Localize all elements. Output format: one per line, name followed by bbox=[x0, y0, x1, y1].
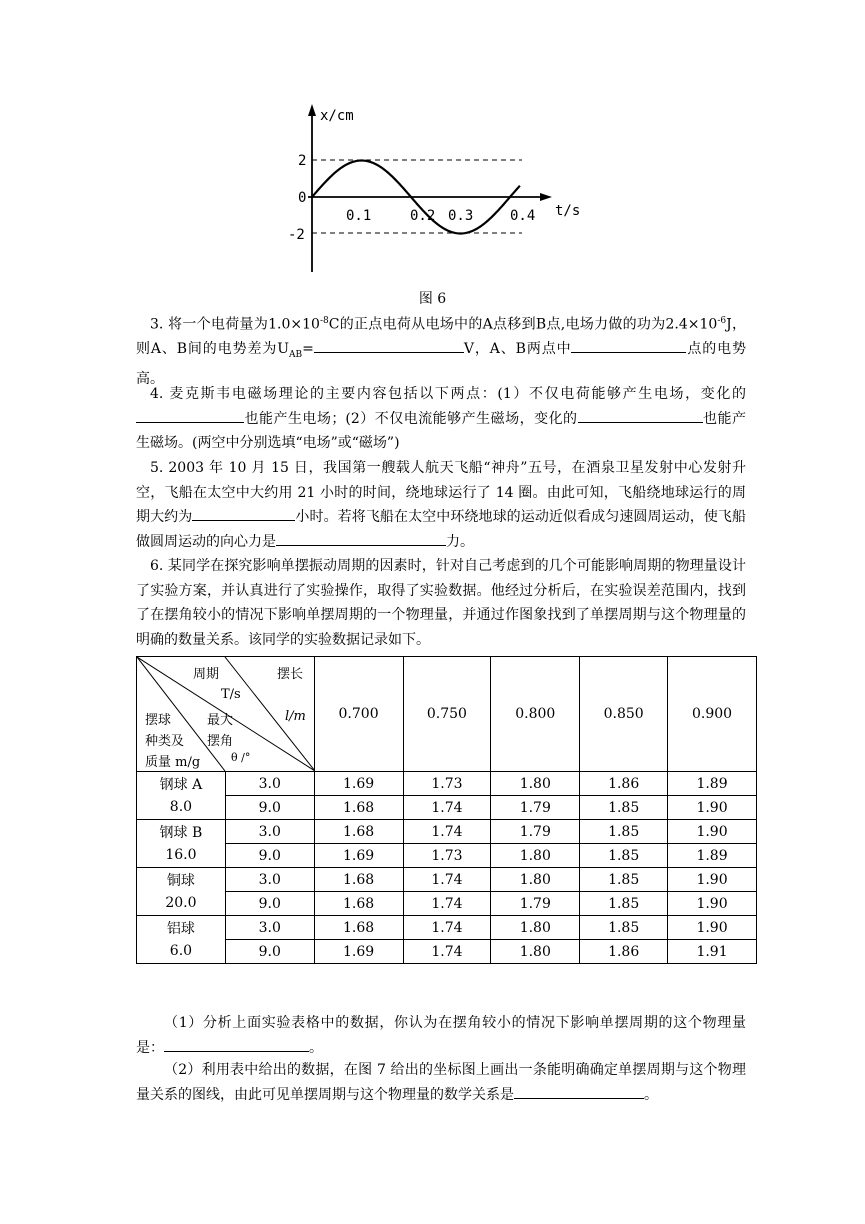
y-tick-0: 0 bbox=[298, 190, 307, 206]
q5-text-2: 小时。若将飞船在太空中环绕地球的运动近似看成匀速圆周运动，使飞船做圆周运动的向心力是 bbox=[136, 509, 747, 550]
period-cell: 1.90 bbox=[668, 916, 757, 940]
table-row bbox=[137, 868, 757, 892]
period-cell: 1.85 bbox=[580, 916, 668, 940]
figure-caption: 图 6 bbox=[418, 291, 447, 307]
period-cell: 1.90 bbox=[668, 820, 757, 844]
q4-text-3: 也能产生磁场。(两空中分别选填“电场”或“磁场”) bbox=[136, 410, 747, 451]
ball-name: 钢球 B bbox=[137, 820, 226, 844]
length-1: 0.750 bbox=[403, 657, 491, 772]
sub-question-2 bbox=[136, 1058, 746, 1107]
period-cell: 1.74 bbox=[403, 868, 491, 892]
ball-mass: 8.0 bbox=[137, 796, 226, 820]
angle-cell: 9.0 bbox=[225, 796, 314, 820]
hdr-kind: 种类及 bbox=[145, 734, 185, 749]
period-cell: 1.69 bbox=[314, 844, 403, 868]
question-4 bbox=[136, 382, 746, 456]
period-cell: 1.80 bbox=[491, 772, 580, 796]
period-cell: 1.68 bbox=[314, 820, 403, 844]
question-5 bbox=[136, 456, 746, 554]
q5-text-1: 5. 2003 年 10 月 15 日，我国第一艘载人航天飞船“神舟”五号，在酒泉卫星发射中心发射升空，飞船在太空中大约用 21 小时的时间，绕地球运行了 14 圈。由此可知，飞船绕地球运行的周期大约为 bbox=[136, 460, 746, 525]
x-axis-label: t/s bbox=[555, 203, 580, 219]
table-row bbox=[137, 916, 757, 940]
table-row bbox=[137, 772, 757, 796]
period-cell: 1.85 bbox=[580, 868, 668, 892]
period-cell: 1.80 bbox=[491, 868, 580, 892]
table-row bbox=[137, 844, 757, 868]
period-cell: 1.86 bbox=[580, 772, 668, 796]
hdr-angle: 摆角 bbox=[207, 734, 234, 749]
period-cell: 1.73 bbox=[403, 772, 491, 796]
angle-cell: 3.0 bbox=[225, 820, 314, 844]
hdr-mass: 质量 m/g bbox=[145, 755, 201, 770]
angle-cell: 9.0 bbox=[225, 844, 314, 868]
period-cell: 1.86 bbox=[580, 940, 668, 964]
ball-mass: 16.0 bbox=[137, 844, 226, 868]
q4-text-1: 4. 麦克斯韦电磁场理论的主要内容包括以下两点：(1）不仅电荷能够产生电场，变化的 bbox=[150, 386, 746, 402]
q3-text-3: J，则A、B间的电势差为U bbox=[136, 316, 747, 358]
period-cell: 1.80 bbox=[491, 940, 580, 964]
y-axis-arrow bbox=[308, 104, 316, 116]
q3-text-6: 点的电势高。 bbox=[136, 341, 746, 388]
ball-mass: 6.0 bbox=[137, 940, 226, 964]
hdr-lm: l/m bbox=[285, 709, 306, 724]
angle-cell: 9.0 bbox=[225, 892, 314, 916]
period-cell: 1.68 bbox=[314, 916, 403, 940]
x-tick-0.4: 0.4 bbox=[510, 208, 536, 224]
period-cell: 1.85 bbox=[580, 892, 668, 916]
period-cell: 1.85 bbox=[580, 820, 668, 844]
q5-text-3: 力。 bbox=[446, 533, 474, 550]
hdr-ball: 摆球 bbox=[145, 713, 172, 728]
q3-sub: AB bbox=[289, 349, 303, 360]
period-cell: 1.69 bbox=[314, 772, 403, 796]
period-cell: 1.68 bbox=[314, 868, 403, 892]
hdr-max: 最大 bbox=[207, 713, 234, 728]
table-row bbox=[137, 796, 757, 820]
period-cell: 1.74 bbox=[403, 916, 491, 940]
q5-blank-2[interactable] bbox=[276, 530, 446, 546]
period-cell: 1.89 bbox=[668, 844, 757, 868]
period-cell: 1.74 bbox=[403, 820, 491, 844]
y-axis-label: x/cm bbox=[320, 108, 354, 124]
period-cell: 1.80 bbox=[491, 844, 580, 868]
period-cell: 1.74 bbox=[403, 892, 491, 916]
angle-cell: 3.0 bbox=[225, 772, 314, 796]
table-diagonal-header bbox=[137, 657, 315, 772]
q3-text-4: = bbox=[302, 341, 314, 358]
q4-blank-2[interactable] bbox=[578, 407, 703, 423]
q3-text-2: C的正点电荷从电场中的A点移到B点,电场力做的功为2.4×10 bbox=[328, 316, 718, 333]
hdr-theta: θ /° bbox=[231, 751, 251, 764]
period-cell: 1.74 bbox=[403, 940, 491, 964]
sub-question-1 bbox=[136, 1011, 746, 1060]
period-cell: 1.85 bbox=[580, 844, 668, 868]
table-row bbox=[137, 820, 757, 844]
period-cell: 1.90 bbox=[668, 892, 757, 916]
q5-blank-1[interactable] bbox=[192, 505, 295, 521]
sub2-text-1: （2）利用表中给出的数据，在图 7 给出的坐标图上画出一条能明确确定单摆周期与这个物理量关系的图线，由此可见单摆周期与这个物理量的数学关系是 bbox=[136, 1062, 746, 1103]
ball-name: 钢球 A bbox=[137, 772, 226, 796]
y-tick-neg2: -2 bbox=[288, 227, 305, 243]
ball-name: 铜球 bbox=[137, 868, 226, 892]
table-row bbox=[137, 892, 757, 916]
sub2-text-2: 。 bbox=[644, 1086, 658, 1103]
x-tick-0.1: 0.1 bbox=[346, 208, 372, 224]
period-cell: 1.68 bbox=[314, 796, 403, 820]
hdr-ts: T/s bbox=[221, 687, 241, 702]
figure-6 bbox=[270, 100, 580, 275]
length-4: 0.900 bbox=[668, 657, 757, 772]
period-cell: 1.79 bbox=[491, 796, 580, 820]
sub1-blank[interactable] bbox=[164, 1036, 309, 1052]
angle-cell: 3.0 bbox=[225, 916, 314, 940]
ball-name: 铝球 bbox=[137, 916, 226, 940]
period-cell: 1.79 bbox=[491, 892, 580, 916]
length-0: 0.700 bbox=[314, 657, 403, 772]
q3-exp-1: -8 bbox=[319, 316, 329, 326]
x-tick-0.3: 0.3 bbox=[448, 208, 474, 224]
period-cell: 1.90 bbox=[668, 868, 757, 892]
angle-cell: 3.0 bbox=[225, 868, 314, 892]
length-3: 0.850 bbox=[580, 657, 668, 772]
q3-text-5: V，A、B两点中 bbox=[463, 341, 572, 358]
period-cell: 1.85 bbox=[580, 796, 668, 820]
period-cell: 1.90 bbox=[668, 796, 757, 820]
period-cell: 1.68 bbox=[314, 892, 403, 916]
period-cell: 1.79 bbox=[491, 820, 580, 844]
q4-blank-1[interactable] bbox=[136, 407, 244, 423]
question-6: 6. 某同学在探究影响单摆振动周期的因素时，针对自己考虑到的几个可能影响周期的物理量设计了实验方案，并认真进行了实验操作，取得了实验数据。他经过分析后，在实验误差范围内，找到了在摆角较小的情况下影响单摆周期的一个物理量，并通过作图象找到了单摆周期与这个物理量的明确的数量关系。该同学的实验数据记录如下。 bbox=[136, 558, 746, 648]
sub2-blank[interactable] bbox=[514, 1083, 644, 1099]
length-2: 0.800 bbox=[491, 657, 580, 772]
y-tick-2: 2 bbox=[298, 153, 307, 169]
q3-number: 3. bbox=[150, 316, 164, 333]
pendulum-data-table bbox=[136, 656, 757, 964]
x-tick-0.2: 0.2 bbox=[410, 208, 436, 224]
table-body bbox=[137, 772, 757, 964]
period-cell: 1.69 bbox=[314, 940, 403, 964]
hdr-period: 周期 bbox=[193, 667, 220, 682]
q3-blank-1[interactable] bbox=[314, 337, 464, 353]
sub1-text-2: 。 bbox=[309, 1039, 323, 1056]
angle-cell: 9.0 bbox=[225, 940, 314, 964]
period-cell: 1.89 bbox=[668, 772, 757, 796]
period-cell: 1.91 bbox=[668, 940, 757, 964]
q3-blank-2[interactable] bbox=[571, 337, 686, 353]
period-cell: 1.74 bbox=[403, 796, 491, 820]
period-cell: 1.80 bbox=[491, 916, 580, 940]
question-3 bbox=[136, 309, 746, 392]
ball-mass: 20.0 bbox=[137, 892, 226, 916]
hdr-length: 摆长 bbox=[277, 667, 304, 682]
table-row bbox=[137, 940, 757, 964]
sub1-text-1: （1）分析上面实验表格中的数据，你认为在摆角较小的情况下影响单摆周期的这个物理量是： bbox=[136, 1015, 746, 1056]
q3-text-1: 将一个电荷量为1.0×10 bbox=[168, 316, 320, 333]
q3-exp-2: -6 bbox=[717, 316, 727, 326]
q4-text-2: 也能产生电场；(2）不仅电流能够产生磁场，变化的 bbox=[244, 410, 578, 427]
period-cell: 1.73 bbox=[403, 844, 491, 868]
